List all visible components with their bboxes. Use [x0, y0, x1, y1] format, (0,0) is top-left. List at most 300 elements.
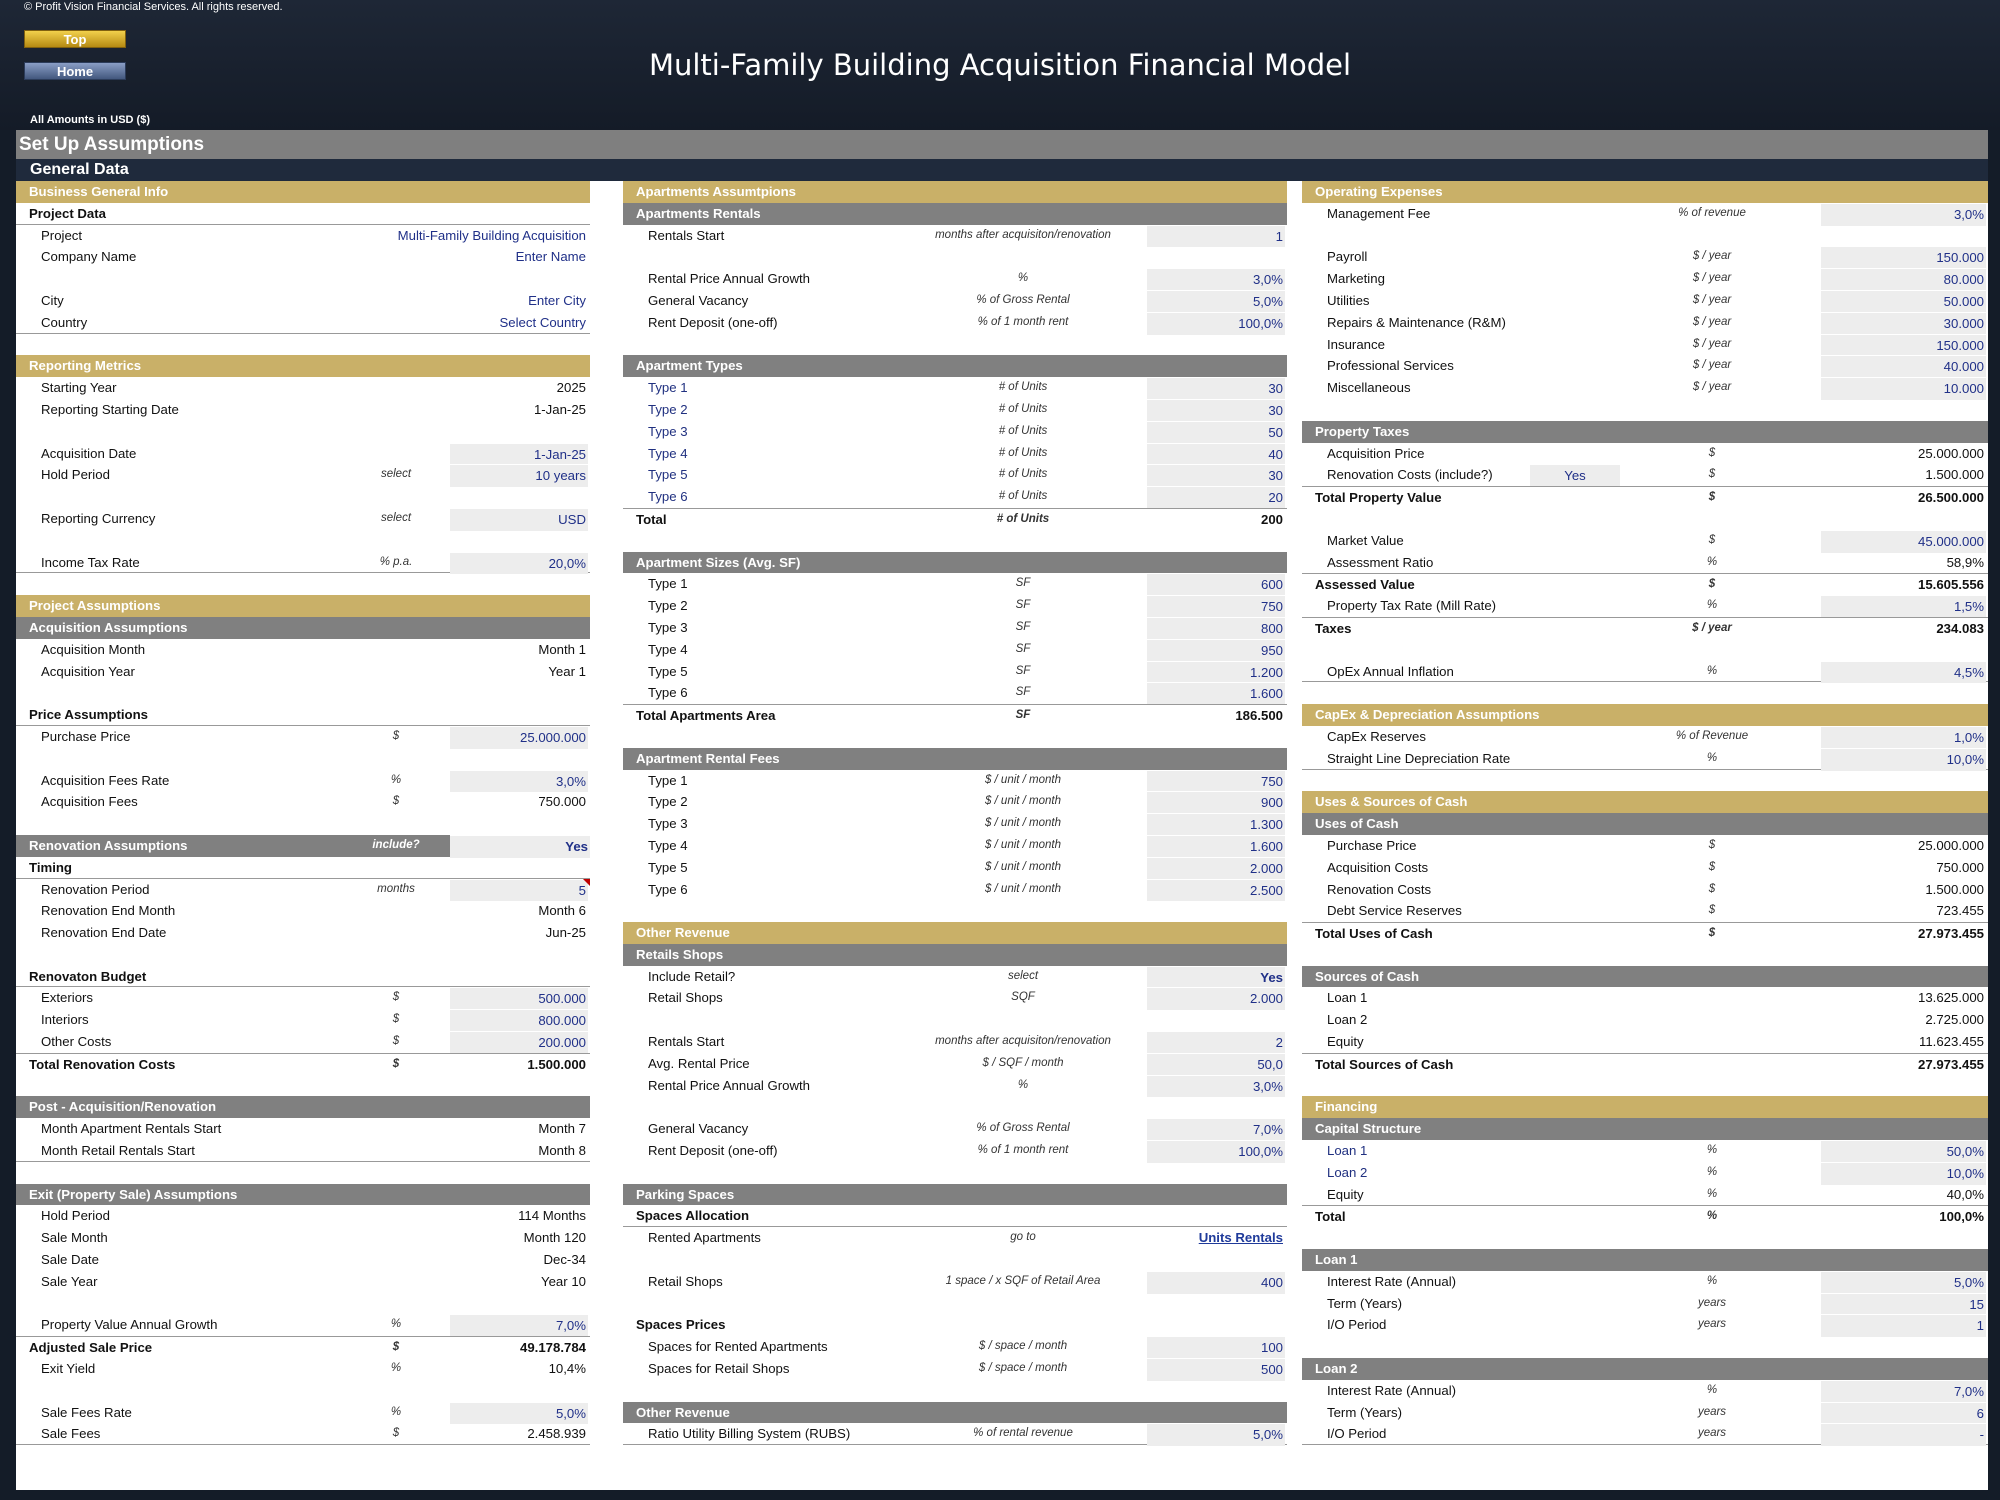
- label: Reporting Currency: [41, 510, 156, 526]
- value: 200: [1260, 511, 1283, 527]
- subheader-reno-budget: [16, 966, 590, 988]
- fee-input[interactable]: 2.500: [1147, 879, 1285, 902]
- label: Assessment Ratio: [1327, 554, 1434, 570]
- label: I/O Period: [1327, 1317, 1387, 1333]
- row-acq-year: [16, 661, 590, 683]
- unit: years: [1697, 1427, 1727, 1440]
- subheader-spaces-prices: [623, 1314, 1287, 1336]
- subheader-property-taxes: Property Taxes: [1302, 421, 1988, 443]
- rubs-input[interactable]: 5,0%: [1147, 1423, 1285, 1446]
- reno-include-select[interactable]: Yes: [1530, 464, 1620, 487]
- unit: SQF: [1011, 991, 1035, 1004]
- label: Retail Shops: [648, 1273, 723, 1289]
- label: Professional Services: [1327, 358, 1454, 374]
- copyright-text: © Profit Vision Financial Services. All rights reserved.: [24, 1, 283, 13]
- row-vacancy: [623, 290, 1287, 312]
- label: General Vacancy: [648, 292, 749, 308]
- value: Month 6: [538, 903, 586, 919]
- section-project-assumptions: Project Assumptions: [16, 595, 590, 617]
- unit: $ / year: [1692, 359, 1732, 372]
- income-tax-input[interactable]: 20,0%: [450, 552, 588, 575]
- unit: # of Units: [998, 381, 1048, 394]
- fee-input[interactable]: 750: [1147, 770, 1285, 793]
- unit: $: [1708, 904, 1716, 917]
- label: Taxes: [1315, 620, 1352, 636]
- units-input[interactable]: 40: [1147, 443, 1285, 466]
- fee-input[interactable]: 1.600: [1147, 835, 1285, 858]
- row-avg-rental: [623, 1053, 1287, 1075]
- unit: %: [1706, 599, 1718, 612]
- loan2-io-input[interactable]: -: [1821, 1423, 1986, 1446]
- value: 750.000: [538, 794, 586, 810]
- row-cs-loan2: [1302, 1162, 1988, 1184]
- section-capex: CapEx & Depreciation Assumptions: [1302, 704, 1988, 726]
- subheader-post-acquisition: Post - Acquisition/Renovation: [16, 1096, 590, 1118]
- other-costs-input[interactable]: 200.000: [450, 1031, 588, 1054]
- subheader-spaces-allocation: [623, 1205, 1287, 1227]
- hold-period-select[interactable]: 10 years: [450, 464, 588, 487]
- apartment-sizes-list: [623, 573, 1287, 704]
- unit: %: [1706, 664, 1718, 677]
- label: Debt Service Reserves: [1327, 903, 1462, 919]
- row-purchase-price: [16, 726, 590, 748]
- label: Market Value: [1327, 532, 1404, 548]
- units-input[interactable]: 50: [1147, 421, 1285, 444]
- deposit-input[interactable]: 100,0%: [1147, 312, 1285, 335]
- purchase-price-input[interactable]: 25.000.000: [450, 726, 588, 749]
- rent-growth-input[interactable]: 3,0%: [1147, 268, 1285, 291]
- apartment-types-list: [623, 377, 1287, 508]
- label: Total Sources of Cash: [1315, 1056, 1454, 1072]
- section-other-revenue: Other Revenue: [623, 922, 1287, 944]
- label: Type 6: [648, 881, 688, 897]
- unit: $ / year: [1692, 621, 1732, 634]
- fee-input[interactable]: 2.000: [1147, 857, 1285, 880]
- unit: # of Units: [996, 512, 1050, 525]
- label: Purchase Price: [41, 728, 131, 744]
- setup-assumptions-bar: Set Up Assumptions: [16, 130, 1988, 159]
- renovation-include-select[interactable]: Yes: [450, 835, 590, 858]
- row-spaces-retail: [623, 1358, 1287, 1380]
- label: Equity: [1327, 1186, 1364, 1202]
- retail-growth-input[interactable]: 3,0%: [1147, 1075, 1285, 1098]
- retail-vacancy-input[interactable]: 7,0%: [1147, 1118, 1285, 1141]
- parking-retail-input[interactable]: 400: [1147, 1271, 1285, 1294]
- uses-list: [1302, 835, 1988, 922]
- label: Repairs & Maintenance (R&M): [1327, 314, 1506, 330]
- list-item: [1302, 987, 1988, 1009]
- label: Type 4: [648, 445, 688, 461]
- row-reporting-start: [16, 399, 590, 421]
- unit: % of Revenue: [1675, 729, 1749, 742]
- fee-input[interactable]: 1.300: [1147, 813, 1285, 836]
- label: Reporting Starting Date: [41, 401, 179, 417]
- row-sale-year: [16, 1271, 590, 1293]
- label: Miscellaneous: [1327, 380, 1411, 396]
- section-operating-expenses: Operating Expenses: [1302, 181, 1988, 203]
- unit: $ / year: [1692, 272, 1732, 285]
- unit: $ / year: [1692, 250, 1732, 263]
- value: 1.500.000: [527, 1056, 586, 1072]
- unit: select: [380, 468, 412, 481]
- units-input[interactable]: 30: [1147, 464, 1285, 487]
- label: Renovation Period: [41, 881, 150, 897]
- unit: %: [1706, 1165, 1718, 1178]
- unit: 1 space / x SQF of Retail Area: [945, 1274, 1101, 1287]
- list-item: [623, 879, 1287, 901]
- row-pt-reno: [1302, 464, 1988, 486]
- mgmt-fee-input[interactable]: 3,0%: [1821, 203, 1986, 226]
- size-input[interactable]: 800: [1147, 617, 1285, 640]
- unit: %: [1706, 555, 1718, 568]
- sale-fees-rate-input[interactable]: 5,0%: [450, 1402, 588, 1425]
- label: Property Value Annual Growth: [41, 1317, 218, 1333]
- label: Equity: [1327, 1034, 1364, 1050]
- amounts-currency-note: All Amounts in USD ($): [30, 114, 150, 126]
- label: Hold Period: [41, 1208, 110, 1224]
- label: Renovation End Date: [41, 925, 167, 941]
- subheader-timing: [16, 857, 590, 879]
- list-item: [1302, 1031, 1988, 1053]
- row-cs-loan1: [1302, 1140, 1988, 1162]
- fee-input[interactable]: 900: [1147, 791, 1285, 814]
- row-total-sources: [1302, 1053, 1988, 1075]
- label: Timing: [29, 859, 72, 875]
- subheader-sources-of-cash: Sources of Cash: [1302, 966, 1988, 988]
- label: Straight Line Depreciation Rate: [1327, 750, 1511, 766]
- row-acq-fees-rate: [16, 770, 590, 792]
- opex-input[interactable]: 40.000: [1821, 355, 1986, 378]
- size-input[interactable]: 950: [1147, 639, 1285, 662]
- units-input[interactable]: 20: [1147, 486, 1285, 509]
- subheader-exit-assumptions: Exit (Property Sale) Assumptions: [16, 1184, 590, 1206]
- label: Assessed Value: [1315, 577, 1415, 593]
- label: Interest Rate (Annual): [1327, 1273, 1457, 1289]
- label: Ratio Utility Billing System (RUBS): [648, 1426, 851, 1442]
- spaces-apts-input[interactable]: 100: [1147, 1336, 1285, 1359]
- row-currency: [16, 508, 590, 530]
- opex-input[interactable]: 10.000: [1821, 377, 1986, 400]
- acq-fees-rate-input[interactable]: 3,0%: [450, 770, 588, 793]
- reno-period-input[interactable]: 5: [450, 879, 588, 902]
- section-uses-sources: Uses & Sources of Cash: [1302, 791, 1988, 813]
- list-item: [623, 617, 1287, 639]
- label: Marketing: [1327, 271, 1385, 287]
- label: Type 1: [648, 380, 688, 396]
- value: 13.625.000: [1917, 990, 1984, 1006]
- label: Type 2: [648, 401, 688, 417]
- value: Month 120: [523, 1230, 586, 1246]
- rentals-start-input[interactable]: 1: [1147, 225, 1285, 248]
- mill-rate-input[interactable]: 1,5%: [1821, 595, 1986, 618]
- unit: $: [1708, 578, 1716, 591]
- column-expenses-financing: [1302, 181, 1988, 1445]
- row-l1-rate: [1302, 1271, 1988, 1293]
- general-data-bar: General Data: [16, 159, 1988, 181]
- unit: $: [1708, 533, 1716, 546]
- value: 11.623.455: [1918, 1034, 1984, 1050]
- vacancy-input[interactable]: 5,0%: [1147, 290, 1285, 313]
- currency-select[interactable]: USD: [450, 508, 588, 531]
- label: Acquisition Fees: [41, 794, 138, 810]
- unit: months: [377, 882, 415, 895]
- unit: %: [390, 773, 402, 786]
- row-exit-hold: [16, 1205, 590, 1227]
- row-hold-period: [16, 464, 590, 486]
- label: Acquisition Fees Rate: [41, 772, 170, 788]
- unit: SF: [1015, 709, 1031, 722]
- subheader-rental-fees: Apartment Rental Fees: [623, 748, 1287, 770]
- label: Price Assumptions: [29, 707, 148, 723]
- value: Year 10: [541, 1273, 586, 1289]
- size-input[interactable]: 1.200: [1147, 661, 1285, 684]
- retail-deposit-input[interactable]: 100,0%: [1147, 1140, 1285, 1163]
- unit: % of rental revenue: [973, 1427, 1073, 1440]
- label: Total Property Value: [1315, 490, 1442, 506]
- label: Type 5: [648, 467, 688, 483]
- section-apartments-assumptions: Apartments Assumtpions: [623, 181, 1287, 203]
- label: Rentals Start: [648, 227, 725, 243]
- value: 234.083: [1936, 620, 1984, 636]
- label: Total: [636, 511, 667, 527]
- unit: %: [1017, 272, 1029, 285]
- loan2-rate-input[interactable]: 7,0%: [1821, 1380, 1986, 1403]
- rental-fees-list: [623, 770, 1287, 901]
- row-exit-yield: [16, 1358, 590, 1380]
- row-reno-period: [16, 879, 590, 901]
- retail-shops-input[interactable]: 2.000: [1147, 987, 1285, 1010]
- label: Starting Year: [41, 380, 117, 396]
- label: Rent Deposit (one-off): [648, 314, 778, 330]
- label: Company Name: [41, 249, 137, 265]
- label: Acquisition Date: [41, 445, 137, 461]
- row-acq-month: [16, 639, 590, 661]
- top-button[interactable]: Top: [24, 30, 126, 48]
- unit: % p.a.: [379, 555, 413, 568]
- unit: years: [1697, 1318, 1727, 1331]
- label: Sale Fees Rate: [41, 1404, 132, 1420]
- row-l1-term: [1302, 1293, 1988, 1315]
- row-acq-date: [16, 443, 590, 465]
- retail-rentals-start-input[interactable]: 2: [1147, 1031, 1285, 1054]
- row-opex-inflation: [1302, 661, 1988, 683]
- loan2-share-input[interactable]: 10,0%: [1821, 1162, 1986, 1185]
- row-reno-end-month: [16, 900, 590, 922]
- row-pt-acq-price: [1302, 443, 1988, 465]
- label: Renovation Costs (include?): [1327, 467, 1493, 483]
- opex-input[interactable]: 150.000: [1821, 334, 1986, 357]
- unit: $ / unit / month: [984, 795, 1062, 808]
- units-input[interactable]: 30: [1147, 399, 1285, 422]
- value: 1-Jan-25: [533, 401, 586, 417]
- unit: $ / space / month: [978, 1362, 1068, 1375]
- value: 40,0%: [1946, 1186, 1984, 1202]
- depr-input[interactable]: 10,0%: [1821, 748, 1986, 771]
- subheader-loan2: Loan 2: [1302, 1358, 1988, 1380]
- unit: $: [1708, 838, 1716, 851]
- row-retail-shops: [623, 987, 1287, 1009]
- row-total-pv: [1302, 486, 1988, 508]
- header-area: [0, 0, 2000, 130]
- opex-input[interactable]: 50.000: [1821, 290, 1986, 313]
- value: 186.500: [1235, 708, 1283, 724]
- loan1-rate-input[interactable]: 5,0%: [1821, 1271, 1986, 1294]
- list-item: [1302, 879, 1988, 901]
- row-parking-retail: [623, 1271, 1287, 1293]
- list-item: [623, 573, 1287, 595]
- unit: # of Units: [998, 468, 1048, 481]
- section-financing: Financing: [1302, 1096, 1988, 1118]
- list-item: [1302, 900, 1988, 922]
- unit: # of Units: [998, 490, 1048, 503]
- label: Project Data: [29, 205, 106, 221]
- label: Income Tax Rate: [41, 554, 140, 570]
- unit: $: [1708, 468, 1716, 481]
- row-apt-rentals-start: [16, 1118, 590, 1140]
- list-item: [1302, 857, 1988, 879]
- label: Country: [41, 314, 88, 330]
- label: Retail Shops: [648, 990, 723, 1006]
- list-item: [1302, 355, 1988, 377]
- page-title: Multi-Family Building Acquisition Financial Model: [648, 48, 1352, 82]
- unit: $ / year: [1692, 337, 1732, 350]
- label: Loan 1: [1327, 990, 1368, 1006]
- value: Month 7: [538, 1121, 586, 1137]
- opex-input[interactable]: 30.000: [1821, 312, 1986, 335]
- unit: $ / SQF / month: [982, 1056, 1064, 1069]
- loan1-share-input[interactable]: 50,0%: [1821, 1140, 1986, 1163]
- label: Sale Date: [41, 1252, 99, 1268]
- label: Rent Deposit (one-off): [648, 1143, 778, 1159]
- row-mgmt-fee: [1302, 203, 1988, 225]
- label: City: [41, 292, 64, 308]
- pv-growth-input[interactable]: 7,0%: [450, 1314, 588, 1337]
- row-city: [16, 290, 590, 312]
- label: Sale Month: [41, 1230, 108, 1246]
- acquisition-date-input[interactable]: 1-Jan-25: [450, 443, 588, 466]
- label: Total: [1315, 1209, 1346, 1225]
- unit: $ / unit / month: [984, 860, 1062, 873]
- subheader-loan1: Loan 1: [1302, 1249, 1988, 1271]
- unit: % of revenue: [1678, 206, 1746, 219]
- include-retail-select[interactable]: Yes: [1147, 966, 1285, 989]
- subheader-apartment-sizes: Apartment Sizes (Avg. SF): [623, 552, 1287, 574]
- opex-input[interactable]: 150.000: [1821, 246, 1986, 269]
- row-sale-date: [16, 1249, 590, 1271]
- label: Spaces for Retail Shops: [648, 1361, 790, 1377]
- label: Rental Price Annual Growth: [648, 1077, 810, 1093]
- spaces-retail-input[interactable]: 500: [1147, 1358, 1285, 1381]
- interiors-input[interactable]: 800.000: [450, 1009, 588, 1032]
- unit: %: [390, 1362, 402, 1375]
- list-item: [623, 661, 1287, 683]
- label: Acquisition Costs: [1327, 859, 1429, 875]
- size-input[interactable]: 600: [1147, 573, 1285, 596]
- comment-marker-icon[interactable]: [583, 879, 590, 886]
- unit: %: [1017, 1078, 1029, 1091]
- label: Type 3: [648, 619, 688, 635]
- units-input[interactable]: 30: [1147, 377, 1285, 400]
- unit: $ / unit / month: [984, 817, 1062, 830]
- opex-input[interactable]: 80.000: [1821, 268, 1986, 291]
- unit: %: [1706, 1210, 1718, 1223]
- row-retail-vacancy: [623, 1118, 1287, 1140]
- country-select[interactable]: Select Country: [499, 314, 586, 330]
- list-item: [623, 464, 1287, 486]
- unit: % of 1 month rent: [977, 1144, 1069, 1157]
- unit: $ / space / month: [978, 1340, 1068, 1353]
- row-exteriors: [16, 987, 590, 1009]
- row-company: [16, 246, 590, 268]
- list-item: [623, 835, 1287, 857]
- label: Type 2: [648, 598, 688, 614]
- label: Rentals Start: [648, 1034, 725, 1050]
- unit: SF: [1015, 642, 1031, 655]
- exteriors-input[interactable]: 500.000: [450, 987, 588, 1010]
- loan2-term-input[interactable]: 6: [1821, 1402, 1986, 1425]
- unit: $: [392, 729, 400, 742]
- label: Type 4: [648, 641, 688, 657]
- unit: %: [1706, 751, 1718, 764]
- market-value-input[interactable]: 45.000.000: [1821, 530, 1986, 553]
- row-rent-growth: [623, 268, 1287, 290]
- units-rentals-link[interactable]: Units Rentals: [1198, 1230, 1283, 1246]
- sources-list: [1302, 987, 1988, 1052]
- label: Spaces for Rented Apartments: [648, 1339, 828, 1355]
- row-spaces-apts: [623, 1336, 1287, 1358]
- value: Dec-34: [543, 1252, 586, 1268]
- label: Type 6: [648, 489, 688, 505]
- size-input[interactable]: 750: [1147, 595, 1285, 618]
- label: Sale Year: [41, 1273, 98, 1289]
- unit: # of Units: [998, 424, 1048, 437]
- unit: $: [392, 1341, 400, 1354]
- label: Type 1: [648, 576, 688, 592]
- value: 2.458.939: [527, 1426, 586, 1442]
- project-field[interactable]: Multi-Family Building Acquisition: [397, 227, 586, 243]
- value: 1.500.000: [1925, 881, 1984, 897]
- size-input[interactable]: 1.600: [1147, 682, 1285, 705]
- subheader-renovation-assumptions: [16, 835, 590, 857]
- row-taxes: [1302, 617, 1988, 639]
- row-sale-month: [16, 1227, 590, 1249]
- list-item: [623, 857, 1287, 879]
- row-acq-fees: [16, 791, 590, 813]
- label: I/O Period: [1327, 1426, 1387, 1442]
- capex-reserves-input[interactable]: 1,0%: [1821, 726, 1986, 749]
- label: Month Retail Rentals Start: [41, 1143, 195, 1159]
- list-item: [1302, 246, 1988, 268]
- loan1-term-input[interactable]: 15: [1821, 1293, 1986, 1316]
- list-item: [1302, 1009, 1988, 1031]
- label: Type 5: [648, 663, 688, 679]
- row-country: [16, 312, 590, 334]
- city-field[interactable]: Enter City: [528, 292, 586, 308]
- label: Type 2: [648, 794, 688, 810]
- row-include-retail: [623, 966, 1287, 988]
- home-button[interactable]: Home: [24, 62, 126, 80]
- list-item: [623, 682, 1287, 704]
- row-l2-io: [1302, 1423, 1988, 1445]
- list-item: [623, 443, 1287, 465]
- unit: SF: [1015, 686, 1031, 699]
- company-field[interactable]: Enter Name: [515, 249, 586, 265]
- label: Type 3: [648, 423, 688, 439]
- loan1-io-input[interactable]: 1: [1821, 1314, 1986, 1337]
- avg-rental-input[interactable]: 50,0: [1147, 1053, 1285, 1076]
- opex-inflation-input[interactable]: 4,5%: [1821, 661, 1986, 684]
- list-item: [1302, 268, 1988, 290]
